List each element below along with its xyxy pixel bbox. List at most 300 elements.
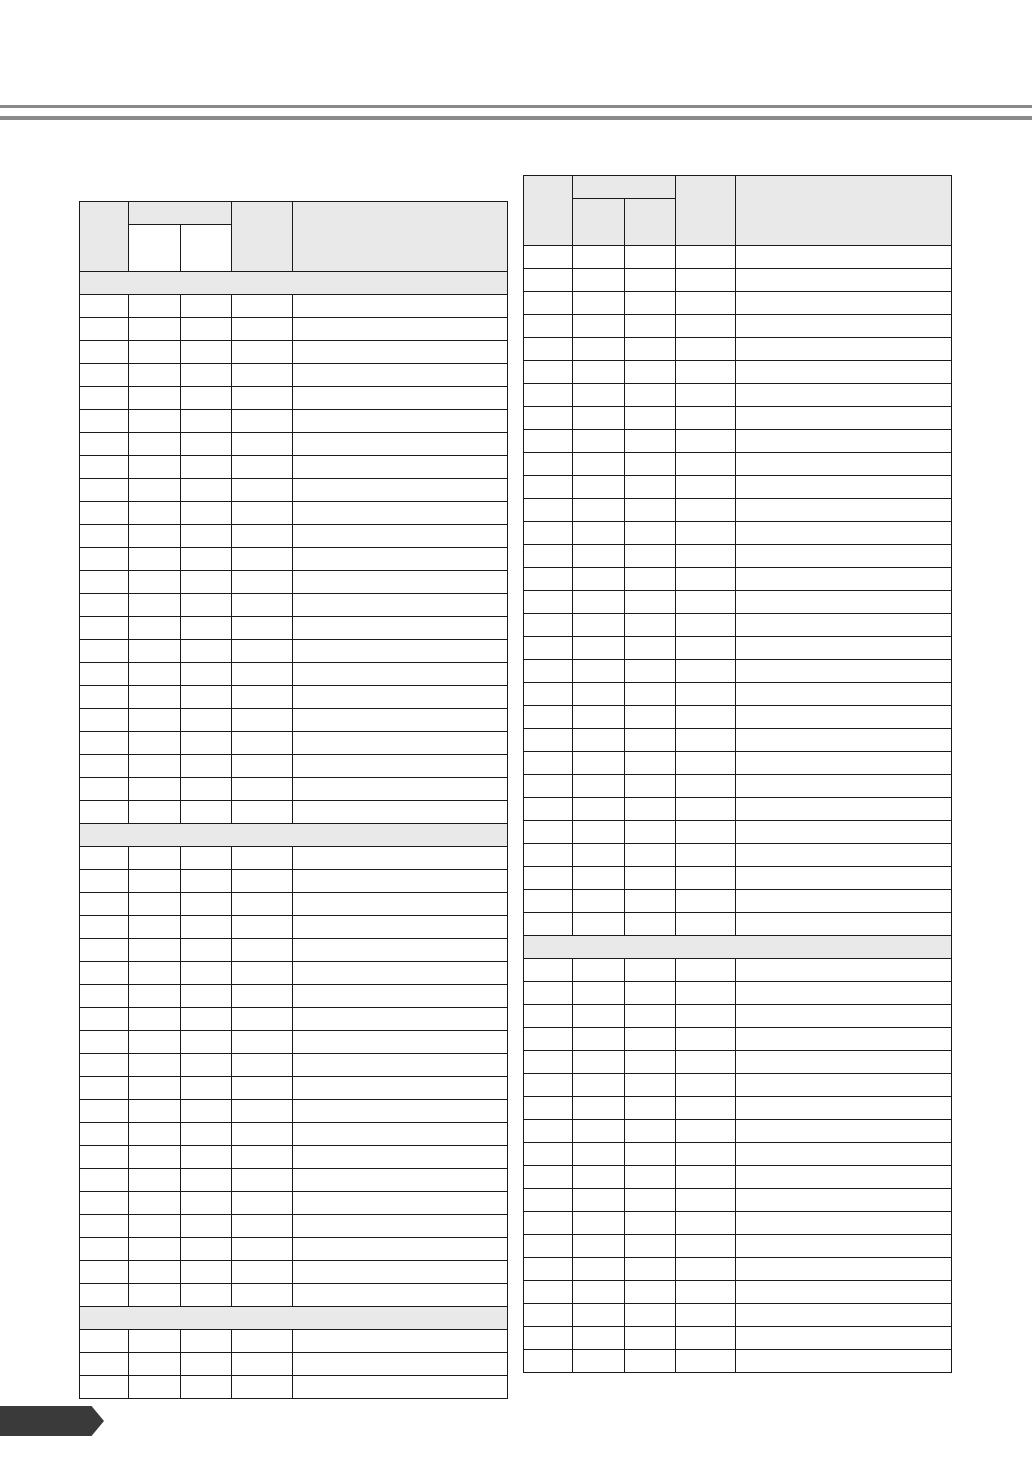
right-table-cell [625, 1212, 676, 1235]
right-table-cell [573, 660, 625, 683]
left-table-row [80, 732, 508, 755]
left-table-cell [80, 1146, 129, 1169]
right-table-row [524, 729, 952, 752]
left-table-cell [80, 1169, 129, 1192]
right-table-cell [524, 269, 573, 292]
right-table-cell [524, 1005, 573, 1028]
right-table-cell [625, 430, 676, 453]
left-table-row [80, 1215, 508, 1238]
left-table-cell [80, 1031, 129, 1054]
left-table-cell [293, 1376, 508, 1399]
right-table-row [524, 407, 952, 430]
left-table-cell [80, 571, 129, 594]
right-table-cell [736, 1235, 952, 1258]
right-table-row [524, 1281, 952, 1304]
right-table-cell [524, 959, 573, 982]
right-table-cell [524, 821, 573, 844]
left-table-cell [232, 1261, 293, 1284]
left-table-cell [232, 1353, 293, 1376]
left-table-cell [293, 755, 508, 778]
left-table-cell [181, 387, 232, 410]
left-table-cell [293, 1238, 508, 1261]
left-table-cell [80, 1008, 129, 1031]
left-table-cell [293, 1169, 508, 1192]
right-table-cell [625, 499, 676, 522]
left-table-cell [232, 525, 293, 548]
left-table [79, 201, 508, 1399]
left-table-row [80, 1376, 508, 1399]
right-table-cell [524, 683, 573, 706]
left-table-cell [293, 939, 508, 962]
left-table-cell [129, 755, 181, 778]
left-table-cell [129, 1376, 181, 1399]
right-table-cell [573, 1258, 625, 1281]
right-table-cell [676, 637, 736, 660]
left-table-cell [129, 1261, 181, 1284]
right-table-cell [524, 844, 573, 867]
left-table-cell [293, 1123, 508, 1146]
right-table-cell [625, 1281, 676, 1304]
right-table-row [524, 1327, 952, 1350]
left-table-cell [129, 985, 181, 1008]
left-table-cell [232, 410, 293, 433]
left-section-row [80, 1307, 508, 1330]
right-table-cell [524, 982, 573, 1005]
right-table-cell [524, 706, 573, 729]
right-table-row [524, 1143, 952, 1166]
right-table-row [524, 1005, 952, 1028]
left-table-cell [293, 1077, 508, 1100]
left-table-cell [80, 594, 129, 617]
left-table-cell [293, 1031, 508, 1054]
right-table-row [524, 752, 952, 775]
right-table-cell [676, 798, 736, 821]
right-table-cell [625, 1166, 676, 1189]
right-table-cell [625, 384, 676, 407]
right-table-cell [573, 591, 625, 614]
right-table-cell [524, 1120, 573, 1143]
left-table-cell [80, 295, 129, 318]
right-table-row [524, 1051, 952, 1074]
right-table-cell [625, 1189, 676, 1212]
left-table-cell [232, 456, 293, 479]
right-table-cell [736, 1120, 952, 1143]
left-table-row [80, 709, 508, 732]
left-table-cell [293, 548, 508, 571]
left-table-cell [80, 1261, 129, 1284]
right-table-cell [573, 476, 625, 499]
right-table-cell [676, 1166, 736, 1189]
left-table-cell [181, 1284, 232, 1307]
right-table-cell [625, 1258, 676, 1281]
left-table-cell [293, 985, 508, 1008]
left-table-cell [232, 1215, 293, 1238]
right-table-cell [524, 614, 573, 637]
left-table-cell [129, 1031, 181, 1054]
left-table-cell [80, 456, 129, 479]
right-table-cell [676, 499, 736, 522]
right-table-cell [573, 1235, 625, 1258]
right-table-cell [524, 384, 573, 407]
left-table-cell [129, 1100, 181, 1123]
left-table-body [80, 202, 508, 1399]
left-table-cell [232, 962, 293, 985]
left-table-cell [80, 318, 129, 341]
left-table-cell [293, 640, 508, 663]
right-table-row [524, 246, 952, 269]
right-table-cell [625, 522, 676, 545]
left-table-cell [232, 479, 293, 502]
left-table-cell [181, 1353, 232, 1376]
right-table-cell [625, 269, 676, 292]
left-table-row [80, 1008, 508, 1031]
left-table-cell [181, 778, 232, 801]
right-table-cell [573, 1028, 625, 1051]
left-table-cell [232, 1100, 293, 1123]
right-table-cell [676, 959, 736, 982]
right-table-cell [573, 1189, 625, 1212]
right-table-row [524, 867, 952, 890]
right-table-cell [573, 1212, 625, 1235]
right-table-cell [524, 637, 573, 660]
right-table-cell [736, 315, 952, 338]
left-table-cell [181, 548, 232, 571]
right-table-cell [676, 361, 736, 384]
left-table-cell [181, 916, 232, 939]
left-table-cell [232, 640, 293, 663]
right-table-cell [676, 660, 736, 683]
right-table-cell [736, 1327, 952, 1350]
left-table-cell [232, 594, 293, 617]
right-table-cell [625, 706, 676, 729]
left-table-cell [129, 387, 181, 410]
left-table-row [80, 1192, 508, 1215]
left-table-cell [293, 410, 508, 433]
right-header-cell [524, 176, 573, 246]
left-table-row [80, 571, 508, 594]
right-table-cell [573, 361, 625, 384]
right-table-row [524, 315, 952, 338]
left-table-cell [232, 1169, 293, 1192]
left-table-cell [293, 916, 508, 939]
left-table-cell [181, 801, 232, 824]
left-table-cell [129, 1169, 181, 1192]
right-table-cell [676, 1327, 736, 1350]
right-table-row [524, 1350, 952, 1373]
left-table-cell [181, 939, 232, 962]
left-table-cell [129, 525, 181, 548]
left-table-cell [129, 1008, 181, 1031]
left-table-row [80, 893, 508, 916]
right-table-cell [625, 292, 676, 315]
left-table-cell [80, 847, 129, 870]
right-table-cell [736, 1143, 952, 1166]
right-table-cell [676, 453, 736, 476]
left-table-cell [293, 1100, 508, 1123]
left-table-cell [129, 364, 181, 387]
right-table-cell [524, 913, 573, 936]
right-table-cell [524, 246, 573, 269]
left-table-cell [129, 847, 181, 870]
left-table-row [80, 387, 508, 410]
right-table-cell [736, 430, 952, 453]
left-table-cell [80, 1077, 129, 1100]
left-table-row [80, 410, 508, 433]
left-table-cell [181, 1330, 232, 1353]
left-table-cell [232, 1284, 293, 1307]
right-table-cell [625, 729, 676, 752]
right-table-cell [625, 798, 676, 821]
left-table-row [80, 1261, 508, 1284]
left-table-cell [232, 548, 293, 571]
left-table-cell [232, 571, 293, 594]
left-table-cell [293, 1008, 508, 1031]
right-table-cell [676, 338, 736, 361]
left-header-row-1 [80, 202, 508, 225]
left-table-cell [181, 640, 232, 663]
right-table-cell [736, 959, 952, 982]
left-table-cell [129, 686, 181, 709]
right-table-cell [736, 338, 952, 361]
right-table-cell [736, 1028, 952, 1051]
left-table-row [80, 525, 508, 548]
left-table-row [80, 295, 508, 318]
right-table-cell [736, 1074, 952, 1097]
left-table-row [80, 1100, 508, 1123]
right-table-cell [676, 614, 736, 637]
right-table-cell [625, 1074, 676, 1097]
left-table-cell [129, 778, 181, 801]
left-table-cell [129, 1215, 181, 1238]
right-table-cell [573, 1304, 625, 1327]
right-table-cell [573, 821, 625, 844]
left-table-cell [293, 709, 508, 732]
left-section-row [80, 272, 508, 295]
right-table-cell [573, 545, 625, 568]
right-table-cell [736, 1097, 952, 1120]
left-table-cell [181, 962, 232, 985]
left-table-row [80, 456, 508, 479]
right-table-cell [625, 1120, 676, 1143]
right-table-cell [736, 890, 952, 913]
left-table-cell [232, 1077, 293, 1100]
left-table-cell [80, 1192, 129, 1215]
right-table-row [524, 706, 952, 729]
left-table-cell [232, 1008, 293, 1031]
right-table-cell [736, 1258, 952, 1281]
right-table-cell [676, 821, 736, 844]
right-table-cell [676, 1074, 736, 1097]
left-table-cell [181, 1123, 232, 1146]
left-table-cell [181, 1146, 232, 1169]
right-table-cell [736, 1189, 952, 1212]
right-table-cell [736, 867, 952, 890]
right-table-cell [573, 384, 625, 407]
left-table-cell [80, 939, 129, 962]
left-table-cell [232, 732, 293, 755]
left-table-cell [181, 364, 232, 387]
left-table-cell [181, 502, 232, 525]
left-table-cell [181, 479, 232, 502]
left-table-cell [80, 778, 129, 801]
right-table-cell [736, 476, 952, 499]
right-table-cell [625, 1235, 676, 1258]
right-table-cell [524, 867, 573, 890]
left-table-cell [181, 663, 232, 686]
left-section-cell [80, 1307, 508, 1330]
right-table-cell [736, 522, 952, 545]
left-table-cell [129, 318, 181, 341]
right-table [523, 175, 952, 1373]
right-table-cell [625, 844, 676, 867]
left-table-cell [80, 1215, 129, 1238]
left-table-cell [232, 1146, 293, 1169]
right-table-cell [676, 1028, 736, 1051]
right-table-cell [676, 752, 736, 775]
right-header-subcell [573, 199, 625, 246]
right-table-cell [736, 384, 952, 407]
right-table-cell [736, 683, 952, 706]
right-table-cell [625, 867, 676, 890]
right-table-cell [573, 522, 625, 545]
left-table-cell [80, 686, 129, 709]
left-table-row [80, 778, 508, 801]
left-table-cell [129, 709, 181, 732]
right-table-cell [676, 1258, 736, 1281]
right-table-cell [573, 867, 625, 890]
right-table-cell [676, 476, 736, 499]
left-table-row [80, 916, 508, 939]
right-table-cell [676, 1005, 736, 1028]
right-table-cell [736, 361, 952, 384]
right-table-cell [524, 591, 573, 614]
left-table-cell [80, 663, 129, 686]
left-table-cell [80, 709, 129, 732]
right-table-cell [625, 752, 676, 775]
right-table-cell [736, 614, 952, 637]
right-table-cell [736, 982, 952, 1005]
right-table-cell [736, 292, 952, 315]
right-table-cell [676, 1212, 736, 1235]
right-table-cell [573, 614, 625, 637]
right-table-cell [524, 315, 573, 338]
right-table-cell [524, 1051, 573, 1074]
left-table-cell [80, 1330, 129, 1353]
left-table-cell [129, 571, 181, 594]
left-table-cell [293, 1284, 508, 1307]
left-table-cell [129, 893, 181, 916]
left-table-cell [181, 1031, 232, 1054]
right-table-cell [736, 453, 952, 476]
left-table-cell [80, 1376, 129, 1399]
right-table-cell [736, 821, 952, 844]
right-table-cell [736, 499, 952, 522]
right-table-row [524, 384, 952, 407]
right-table-cell [573, 798, 625, 821]
left-table-row [80, 1054, 508, 1077]
left-table-cell [129, 1238, 181, 1261]
left-table-cell [80, 916, 129, 939]
left-table-cell [181, 686, 232, 709]
right-table-cell [736, 591, 952, 614]
left-table-cell [232, 686, 293, 709]
left-table-cell [232, 617, 293, 640]
right-table-cell [573, 752, 625, 775]
left-table-cell [181, 755, 232, 778]
right-table-cell [573, 1166, 625, 1189]
page-tab-marker [0, 1406, 104, 1436]
right-table-cell [676, 1120, 736, 1143]
left-table-cell [129, 456, 181, 479]
right-table-cell [524, 361, 573, 384]
right-table-cell [676, 591, 736, 614]
left-table-cell [80, 985, 129, 1008]
right-table-cell [524, 568, 573, 591]
right-table-cell [736, 246, 952, 269]
left-table-cell [293, 525, 508, 548]
right-table-row [524, 338, 952, 361]
left-table-cell [80, 364, 129, 387]
right-table-cell [524, 1074, 573, 1097]
right-table-cell [524, 1235, 573, 1258]
right-table-cell [625, 1097, 676, 1120]
left-table-cell [232, 364, 293, 387]
left-table-cell [293, 341, 508, 364]
left-table-row [80, 1284, 508, 1307]
left-table-cell [181, 341, 232, 364]
right-table-body [524, 176, 952, 1373]
left-table-row [80, 870, 508, 893]
left-table-cell [129, 548, 181, 571]
left-table-cell [129, 962, 181, 985]
left-table-cell [293, 686, 508, 709]
right-table-cell [676, 1235, 736, 1258]
left-table-row [80, 617, 508, 640]
right-table-cell [625, 913, 676, 936]
right-table-cell [625, 591, 676, 614]
left-table-cell [232, 1054, 293, 1077]
left-table-cell [181, 318, 232, 341]
left-table-cell [129, 1077, 181, 1100]
right-table-cell [676, 315, 736, 338]
left-table-cell [293, 1146, 508, 1169]
left-table-row [80, 1330, 508, 1353]
right-table-cell [524, 1281, 573, 1304]
right-table-cell [524, 1327, 573, 1350]
right-table-row [524, 1097, 952, 1120]
left-table-cell [181, 525, 232, 548]
left-table-cell [129, 663, 181, 686]
right-table-cell [676, 867, 736, 890]
left-section-row [80, 824, 508, 847]
right-table-cell [573, 637, 625, 660]
right-table-cell [625, 1350, 676, 1373]
right-table-cell [573, 959, 625, 982]
left-table-cell [181, 410, 232, 433]
right-table-cell [573, 499, 625, 522]
right-header-row-1 [524, 176, 952, 199]
left-table-cell [129, 1054, 181, 1077]
left-table-cell [293, 1192, 508, 1215]
right-table-cell [736, 660, 952, 683]
right-table-row [524, 1304, 952, 1327]
left-table-cell [181, 985, 232, 1008]
right-table-cell [676, 913, 736, 936]
right-table-cell [524, 1028, 573, 1051]
right-table-row [524, 292, 952, 315]
right-table-cell [736, 798, 952, 821]
right-table-cell [573, 1120, 625, 1143]
